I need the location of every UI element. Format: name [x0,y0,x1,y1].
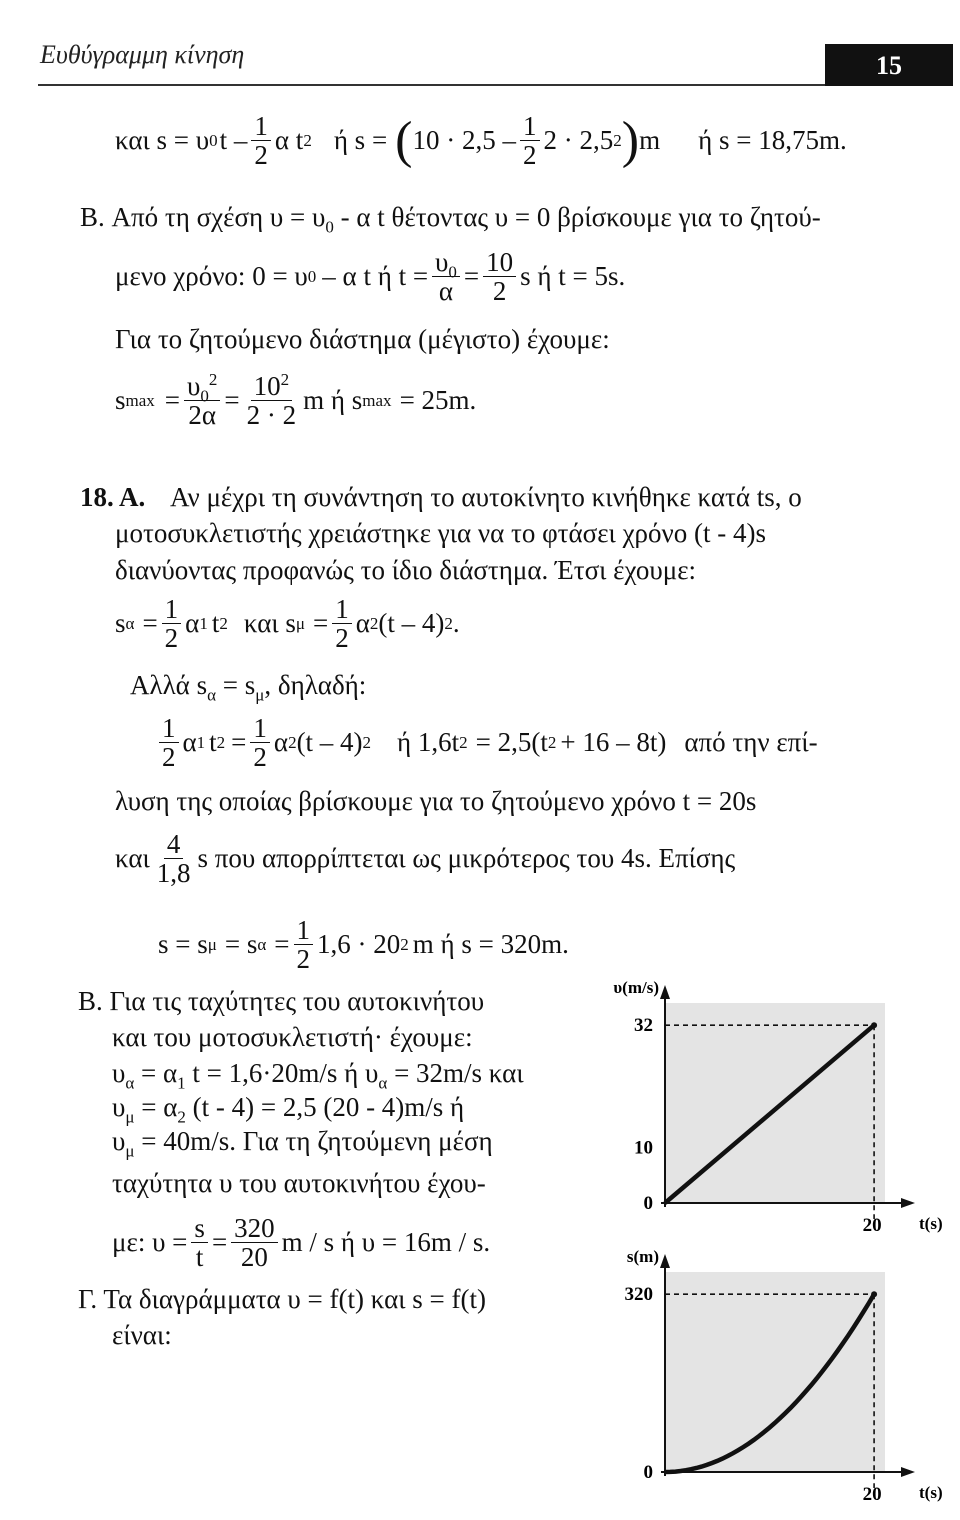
eq-text: = [231,727,247,758]
eq-text: μενο χρόνο: 0 = υ [115,261,308,292]
frac-num-text: υ [187,371,201,401]
frac-num-sub: 0 [200,386,209,406]
eq-text: . [452,608,460,639]
sub: μ [125,1141,135,1161]
text: , δηλαδή: [264,670,367,700]
eq-text: 2 · 2,5 [543,125,614,156]
text-b-2: και του μοτοσυκλετιστή· έχουμε: [112,1022,473,1052]
eq-text: t [211,608,220,639]
frac-num: 4 [164,830,184,859]
eq-text: α [185,608,200,639]
frac-num-text: υ [435,247,449,277]
equation-b-7 [112,1214,490,1272]
eq-text: m [639,125,661,156]
eq-text: = [224,385,240,416]
x-tick-label: 20 [862,1484,882,1505]
text-line-2 [80,202,821,237]
sub: α [378,1073,388,1093]
fraction [244,372,300,430]
eq-text: m ή s [303,385,363,416]
page-number: 15 [825,44,953,86]
sub: α [125,1073,135,1093]
eq-text: s που απορρίπτεται ως μικρότερος του 4s. Επίσης [197,843,736,874]
eq-text: από την επί- [684,727,818,758]
frac-den: 2α [188,400,217,431]
eq-text: α [182,727,197,758]
eq-text: 10 · 2,5 – [412,125,516,156]
text-b-6: ταχύτητα υ του αυτοκινήτου έχου- [112,1168,486,1198]
text: = s [222,670,256,700]
text: = 32m/s και [394,1058,524,1088]
frac-num: 1 [520,112,540,141]
x-axis-arrow [901,1467,915,1477]
y-tick-label: 0 [643,1193,653,1214]
eq-text: = [274,929,290,960]
text: - α t θέτοντας υ = 0 βρίσκουμε για το ζητού- [340,202,821,232]
eq-text: s ή t = 5s. [520,261,626,292]
header-rule [38,84,953,86]
fraction [159,714,179,772]
sub: μ [255,685,265,705]
equation-line-1: και s = υ 0 t – $\frac{1}{2}$ α t 2 ή s = ( 10 · 2,5 – $\frac{1}{2}$ 2 · 2,5 2 ) m ή s = 18,75m. [115,111,847,171]
sub: 0 [325,217,334,237]
eq-text: ή s = [333,125,388,156]
eq-text: α [273,727,289,758]
eq-text: = [313,608,329,639]
text: = α [141,1092,178,1122]
frac-num [184,370,220,406]
sub: 2 [177,1107,186,1127]
frac-den: 2 [162,742,176,773]
fraction [294,916,314,974]
text-b-1: B. Για τις ταχύτητες του αυτοκινήτου [78,986,485,1016]
eq-text: + 16 – 8t) [560,727,667,758]
plot-background [665,1272,885,1472]
fraction [162,595,182,653]
frac-num: 320 [231,1214,278,1243]
fraction [231,1214,278,1272]
frac-num: 1 [294,916,314,945]
equation-e3: s = s μ = s α = $\frac{1}{2}$ 1,6 · 20 2 m ή s = 320m. [158,915,569,975]
text: υ [112,1092,126,1122]
x-tick-label: 20 [862,1215,882,1236]
eq-text: και [115,843,150,874]
x-axis-label: t(s) [919,1214,943,1233]
frac-den: 2 [296,944,311,975]
text-line-4: Για το ζητούμενο διάστημα (μέγιστο) έχουμε: [115,324,610,354]
frac-num: 1 [159,714,179,743]
paren-open: ( [395,111,413,169]
eq-text: = [142,608,158,639]
y-tick-label: 10 [634,1137,653,1159]
y-tick-label: 32 [634,1015,653,1037]
y-tick-label: 0 [643,1462,653,1483]
y-tick-label: 320 [624,1284,653,1306]
frac-den: 2 [164,623,179,654]
frac-num: 1 [332,595,352,624]
eq-text: α t [274,125,304,156]
equation-line-5: s max = $\frac{\upsilon_0^2}{2\alpha}$ = $\frac{10^2}{2 \cdot 2}$ m ή s max = 25m. [115,370,477,431]
y-axis-label: υ(m/s) [613,978,659,997]
frac-num: s [191,1214,208,1243]
end-point [871,1291,877,1297]
frac-den: 20 [240,1242,268,1273]
velocity-time-chart [590,975,943,1245]
frac-den: t [195,1242,204,1273]
text-b-3 [112,1058,524,1093]
eq-text: s [115,385,126,416]
text-g-1: Γ. Τα διαγράμματα υ = f(t) και s = f(t) [78,1284,486,1314]
eq-text: = [164,385,181,416]
problem-text-2: μοτοσυκλετιστής χρειάστηκε για να το φτάσει χρόνο (t - 4)s [115,518,766,548]
fraction [520,112,540,170]
sub: α [207,685,217,705]
frac-den: 2 [254,140,268,171]
eq-text: m ή s = 320m. [412,929,569,960]
distance-time-chart [590,1247,943,1515]
problem-number: 18. A. [80,482,146,512]
eq-text: = s [224,929,258,960]
text: t = 1,6·20m/s ή υ [192,1058,379,1088]
text: (t - 4) = 2,5 (20 - 4)m/s ή [192,1092,465,1122]
frac-den: 2 [335,623,349,654]
y-axis-arrow [660,1254,670,1268]
text: υ [112,1058,126,1088]
eq-text: = 2,5(t [475,727,548,758]
fraction [154,830,194,888]
fraction [184,372,220,430]
frac-num [432,247,460,282]
eq-text: 1,6 · 20 [317,929,401,960]
eq-text: = [211,1227,228,1258]
equation-e2: $\frac{1}{2}$ α 1 t 2 = $\frac{1}{2}$ α 2 (t – 4) 2 ή 1,6t 2 = 2,5(t 2 + 16 – 8t) από την επί- [155,714,818,772]
eq-text: = 25m. [399,385,477,416]
fraction [191,1214,208,1272]
eq-text: α [355,608,370,639]
frac-num-text: 10 [253,371,281,401]
eq-text: (t – 4) [378,608,445,639]
text-alla [130,670,367,705]
frac-num: 1 [162,595,182,624]
text-g-2: είναι: [112,1320,172,1350]
x-axis-arrow [901,1198,915,1208]
eq-text: t – [219,125,248,156]
text: Αλλά s [130,670,208,700]
frac-den: α [438,276,454,307]
eq-text: s [115,608,126,639]
text: B. Από τη σχέση υ = υ [80,202,326,232]
equation-kai [115,830,735,888]
text: = α [141,1058,178,1088]
problem-text-3: διανύοντας προφανώς το ίδιο διάστημα. Έτσι έχουμε: [115,555,697,585]
frac-num-sup: 2 [280,370,290,389]
running-header: Ευθύγραμμη κίνηση [40,40,245,69]
sub: 1 [177,1073,186,1093]
frac-num-sub: 0 [448,262,457,282]
y-axis-label: s(m) [626,1247,659,1266]
frac-den: 2 · 2 [246,400,297,431]
eq-text: – α t ή t = [322,261,429,292]
eq-text: m / s ή υ = 16m / s. [281,1227,491,1258]
eq-text: s = s [158,929,208,960]
eq-text: και s = υ [115,125,210,156]
equation-e1: s α = $\frac{1}{2}$ α 1 t 2 και s μ = $\frac{1}{2}$ α 2 (t – 4) 2 . [115,594,460,654]
text-b-4 [112,1092,465,1127]
frac-den: 2 [492,276,507,307]
equation-line-3: μενο χρόνο: 0 = υ 0 – α t ή t = $\frac{\upsilon_0}{\alpha}$ = $\frac{10}{2}$ s ή t = 5s. [115,247,626,307]
fraction [251,112,271,170]
frac-num-sup: 2 [208,370,218,389]
y-axis-arrow [660,985,670,999]
fraction [432,248,460,306]
frac-num: 1 [251,112,271,141]
eq-text: (t – 4) [296,727,363,758]
text: υ [112,1126,126,1156]
text-b-5 [112,1126,493,1161]
frac-num [251,372,293,401]
sub: μ [125,1107,135,1127]
end-point [871,1022,877,1028]
problem-text-1: Αν μέχρι τη συνάντηση το αυτοκίνητο κινήθηκε κατά ts, ο [170,482,802,512]
paren-close: ) [621,111,640,169]
fraction [250,714,270,772]
frac-num: 10 [483,248,516,277]
text: = 40m/s. Για τη ζητούμενη μέση [141,1126,493,1156]
text-lysi: λυση της οποίας βρίσκουμε για το ζητούμενο χρόνο t = 20s [115,786,757,816]
frac-den: 2 [253,742,267,773]
eq-text: ή s = 18,75m. [698,125,847,156]
eq-text: = [463,261,480,292]
frac-den: 1,8 [156,858,191,889]
eq-text: και s [243,608,296,639]
frac-num: 1 [250,714,270,743]
eq-text: ή 1,6t [397,727,460,758]
eq-text: με: υ = [112,1227,188,1258]
fraction [483,248,516,306]
x-axis-label: t(s) [919,1483,943,1502]
eq-text: t [209,727,217,758]
frac-den: 2 [523,140,537,171]
fraction [332,595,352,653]
